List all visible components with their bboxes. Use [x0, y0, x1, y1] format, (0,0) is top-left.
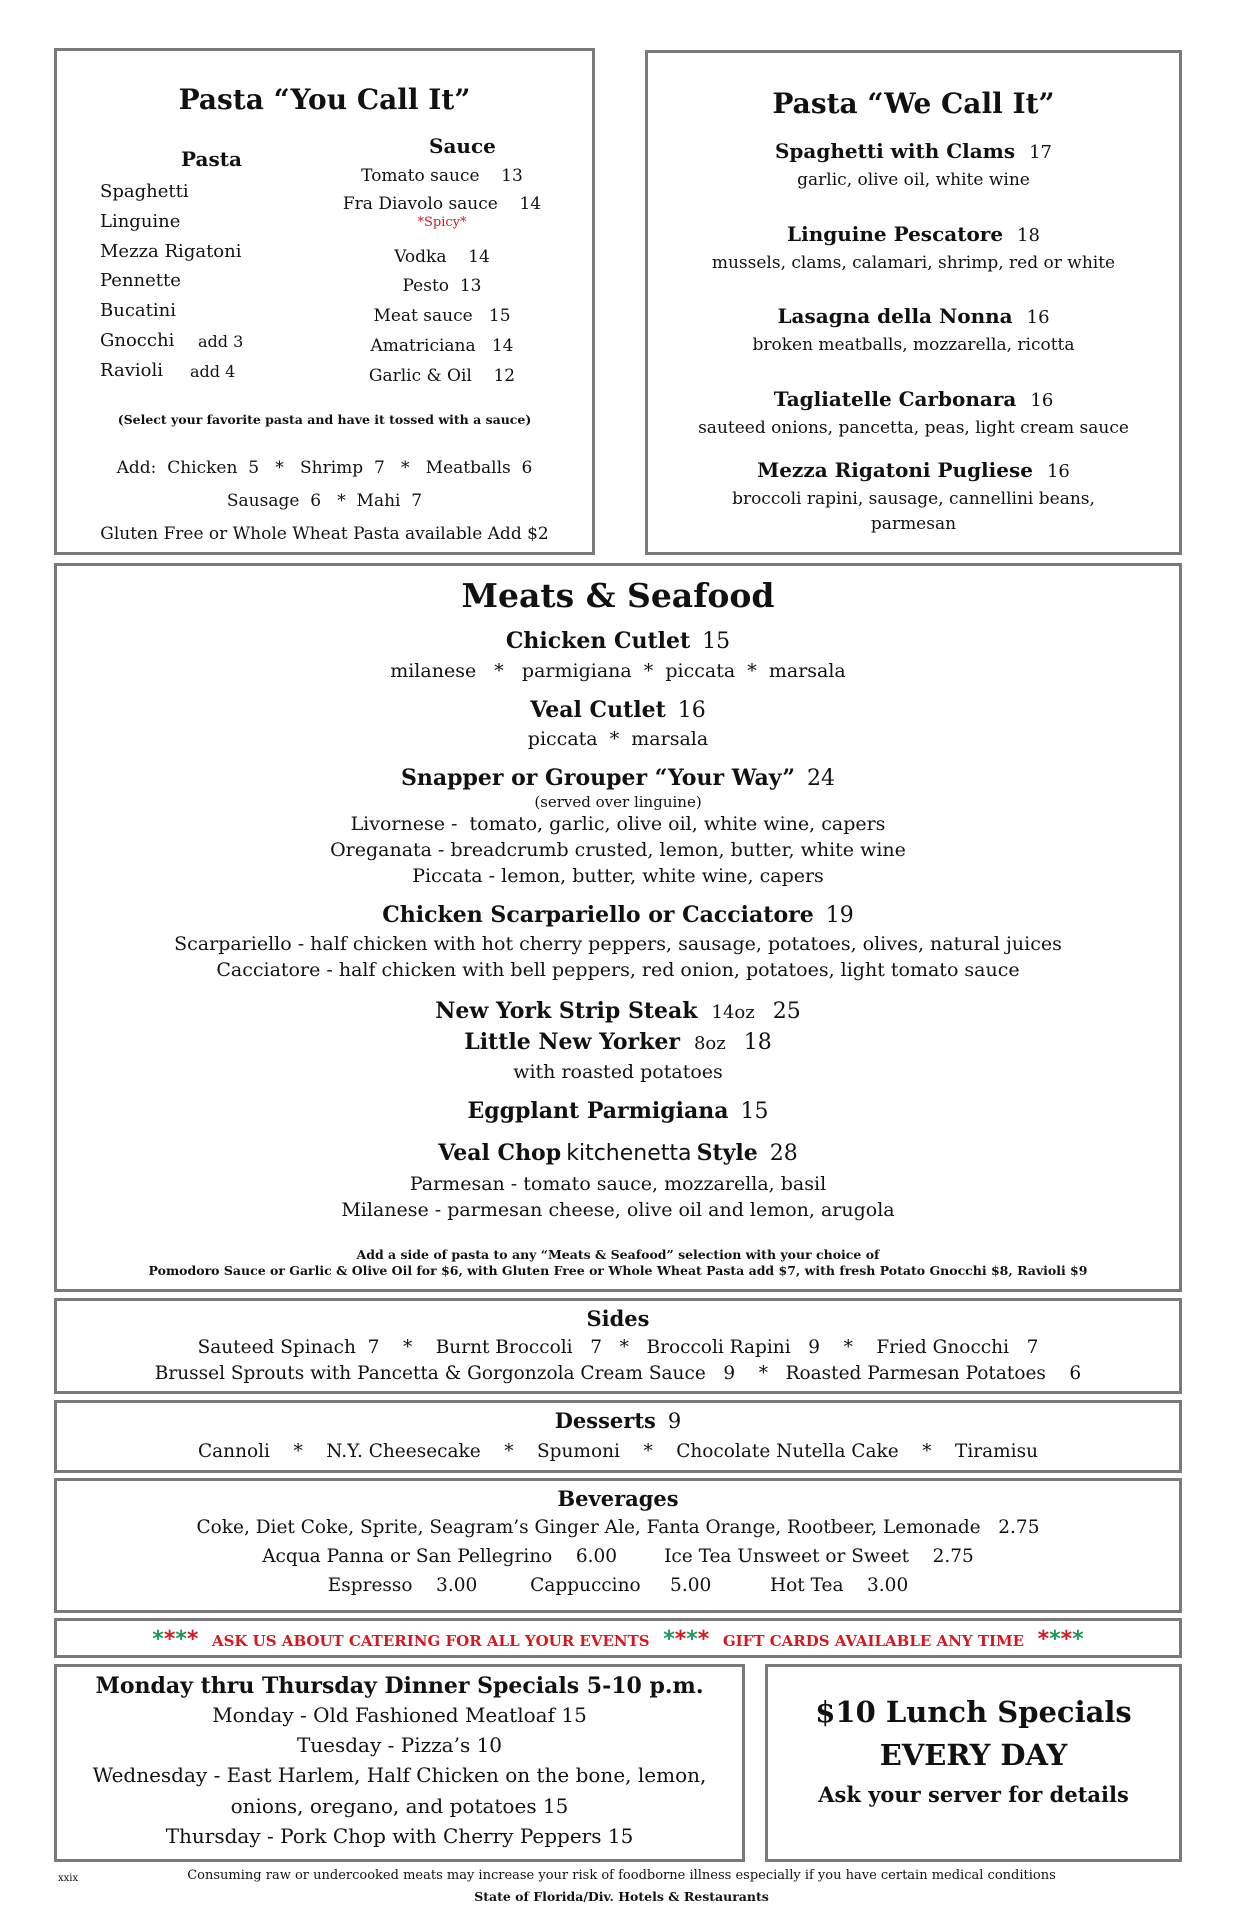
pasta-dish-desc: broccoli rapini, sausage, cannellini beans, — [732, 489, 1095, 509]
meat-dish: Chicken Cutlet 15 — [505, 628, 731, 654]
footer-code: xxix — [58, 1873, 79, 1884]
meat-dish: Snapper or Grouper “Your Way” 24 — [400, 765, 836, 791]
sides-section — [54, 1298, 1182, 1394]
meats-seafood-section — [54, 563, 1182, 1292]
pasta-item: Gnocchi — [100, 330, 175, 351]
footer-state: State of Florida/Div. Hotels & Restaurants — [474, 1889, 769, 1904]
pasta-dish: Spaghetti with Clams 17 — [774, 139, 1053, 163]
meat-dish-desc: Piccata - lemon, butter, white wine, capers — [412, 865, 824, 887]
pasta-item: Ravioli — [100, 360, 163, 381]
sauce-item: Vodka 14 — [394, 247, 490, 267]
meat-dish: New York Strip Steak 14oz 25 — [435, 998, 801, 1024]
meat-dish-desc: piccata * marsala — [527, 728, 709, 750]
sauce-item: Pesto 13 — [402, 276, 482, 296]
pasta-dish-desc: garlic, olive oil, white wine — [797, 170, 1030, 190]
desserts-title: Desserts 9 — [554, 1408, 682, 1433]
meat-dish-desc: Cacciatore - half chicken with bell peppers, red onion, potatoes, light tomato sauce — [216, 959, 1020, 981]
beverages-line: Espresso 3.00 Cappuccino 5.00 Hot Tea 3.00 — [327, 1575, 909, 1596]
dinner-specials-section — [54, 1664, 745, 1862]
pasta-dish: Mezza Rigatoni Pugliese 16 — [757, 458, 1070, 482]
lunch-every-day: EVERY DAY — [879, 1738, 1068, 1772]
pasta-item: Pennette — [100, 270, 181, 291]
meat-dish-desc: Oreganata - breadcrumb crusted, lemon, butter, white wine — [330, 839, 906, 861]
pasta-dish-desc: sauteed onions, pancetta, peas, light cream sauce — [698, 418, 1129, 438]
pasta-item: Bucatini — [100, 300, 176, 321]
pasta-dish-desc: broken meatballs, mozzarella, ricotta — [752, 335, 1075, 355]
sauce-item: Meat sauce 15 — [373, 306, 511, 326]
lunch-title: $10 Lunch Specials — [815, 1695, 1132, 1729]
special-line: Tuesday - Pizza’s 10 — [296, 1733, 503, 1757]
pasta-we-title: Pasta “We Call It” — [772, 87, 1055, 120]
special-line: Monday - Old Fashioned Meatloaf 15 — [212, 1703, 587, 1727]
desserts-section — [54, 1400, 1182, 1473]
lunch-specials-section — [765, 1664, 1182, 1862]
desserts-line: Cannoli * N.Y. Cheesecake * Spumoni * Chocolate Nutella Cake * Tiramisu — [197, 1441, 1039, 1462]
meat-dish: Little New Yorker 8oz 18 — [464, 1029, 772, 1055]
sauce-item: Garlic & Oil 12 — [368, 366, 516, 386]
meat-dish: Eggplant Parmigiana 15 — [467, 1098, 769, 1124]
sauce-item: Amatriciana 14 — [370, 336, 514, 356]
beverages-line: Coke, Diet Coke, Sprite, Seagram’s Ginger Ale, Fanta Orange, Rootbeer, Lemonade 2.75 — [196, 1517, 1040, 1538]
side-pasta-note: Pomodoro Sauce or Garlic & Olive Oil for $6, with Gluten Free or Whole Wheat Pasta add $7, with fresh Potato Gnocchi $8, Ravioli $9 — [148, 1263, 1088, 1278]
side-pasta-note: Add a side of pasta to any “Meats & Seafood” selection with your choice of — [356, 1247, 880, 1262]
meat-dish-desc: Parmesan - tomato sauce, mozzarella, basil — [409, 1173, 827, 1195]
sauce-item: Fra Diavolo sauce 14 — [342, 194, 542, 214]
gnocchi-add: add 3 — [198, 332, 244, 351]
beverages-title: Beverages — [557, 1486, 679, 1511]
kitchenetta-brand: kitchenetta — [566, 1141, 692, 1166]
special-line: Wednesday - East Harlem, Half Chicken on the bone, lemon, — [92, 1763, 707, 1787]
banner-line: **** ASK US ABOUT CATERING FOR ALL YOUR EVENTS **** GIFT CARDS AVAILABLE ANY TIME **** — [152, 1627, 1084, 1652]
meat-dish-desc: Scarpariello - half chicken with hot cherry peppers, sausage, potatoes, olives, natural juices — [174, 933, 1062, 955]
pasta-item: Spaghetti — [100, 181, 189, 202]
footer-warning: Consuming raw or undercooked meats may increase your risk of foodborne illness especially if you have certain medical conditions — [187, 1868, 1056, 1883]
pasta-dish: Linguine Pescatore 18 — [787, 222, 1040, 246]
gluten-free-note: Gluten Free or Whole Wheat Pasta available Add $2 — [100, 524, 549, 544]
catering-banner — [54, 1618, 1182, 1658]
meat-dish-desc: Livornese - tomato, garlic, olive oil, white wine, capers — [350, 813, 886, 835]
served-over-linguine: (served over linguine) — [534, 793, 702, 811]
sides-title: Sides — [586, 1306, 650, 1331]
dinner-specials-title: Monday thru Thursday Dinner Specials 5-10 p.m. — [95, 1673, 704, 1699]
pasta-item: Mezza Rigatoni — [100, 241, 242, 262]
pasta-dish: Lasagna della Nonna 16 — [777, 304, 1050, 328]
pasta-dish-desc-cont: parmesan — [870, 514, 957, 534]
pasta-header: Pasta — [181, 147, 242, 171]
meats-title: Meats & Seafood — [461, 576, 775, 615]
beverages-section — [54, 1478, 1182, 1613]
meat-dish-desc: Milanese - parmesan cheese, olive oil and lemon, arugola — [341, 1199, 895, 1221]
pasta-you-title: Pasta “You Call It” — [178, 83, 471, 116]
pasta-select-note: (Select your favorite pasta and have it tossed with a sauce) — [117, 412, 532, 427]
special-line: onions, oregano, and potatoes 15 — [230, 1794, 569, 1818]
beverages-line: Acqua Panna or San Pellegrino 6.00 Ice Tea Unsweet or Sweet 2.75 — [262, 1546, 974, 1567]
pasta-dish-desc: mussels, clams, calamari, shrimp, red or white — [711, 253, 1116, 273]
meat-dish: Veal Cutlet 16 — [530, 697, 706, 723]
sides-line: Sauteed Spinach 7 * Burnt Broccoli 7 * Broccoli Rapini 9 * Fried Gnocchi 7 — [197, 1337, 1039, 1358]
ravioli-add: add 4 — [190, 362, 236, 381]
spicy-note: *Spicy* — [417, 215, 467, 230]
add-protein-line-2: Sausage 6 * Mahi 7 — [226, 491, 423, 511]
meat-dish-desc: with roasted potatoes — [513, 1061, 723, 1083]
pasta-we-call-it-section — [645, 50, 1182, 555]
pasta-you-call-it-section — [54, 48, 595, 555]
add-protein-line-1: Add: Chicken 5 * Shrimp 7 * Meatballs 6 — [116, 458, 533, 478]
meat-dish: Chicken Scarpariello or Cacciatore 19 — [382, 902, 854, 928]
pasta-item: Linguine — [100, 211, 181, 232]
meat-dish: Veal Chop kitchenetta Style 28 — [438, 1140, 798, 1166]
meat-dish-desc: milanese * parmigiana * piccata * marsala — [390, 660, 846, 682]
sauce-item: Tomato sauce 13 — [361, 166, 523, 186]
lunch-ask-server: Ask your server for details — [818, 1782, 1129, 1807]
sides-line: Brussel Sprouts with Pancetta & Gorgonzola Cream Sauce 9 * Roasted Parmesan Potatoes 6 — [154, 1363, 1082, 1384]
special-line: Thursday - Pork Chop with Cherry Peppers 15 — [165, 1824, 634, 1848]
pasta-dish: Tagliatelle Carbonara 16 — [773, 387, 1054, 411]
sauce-header: Sauce — [429, 134, 496, 158]
